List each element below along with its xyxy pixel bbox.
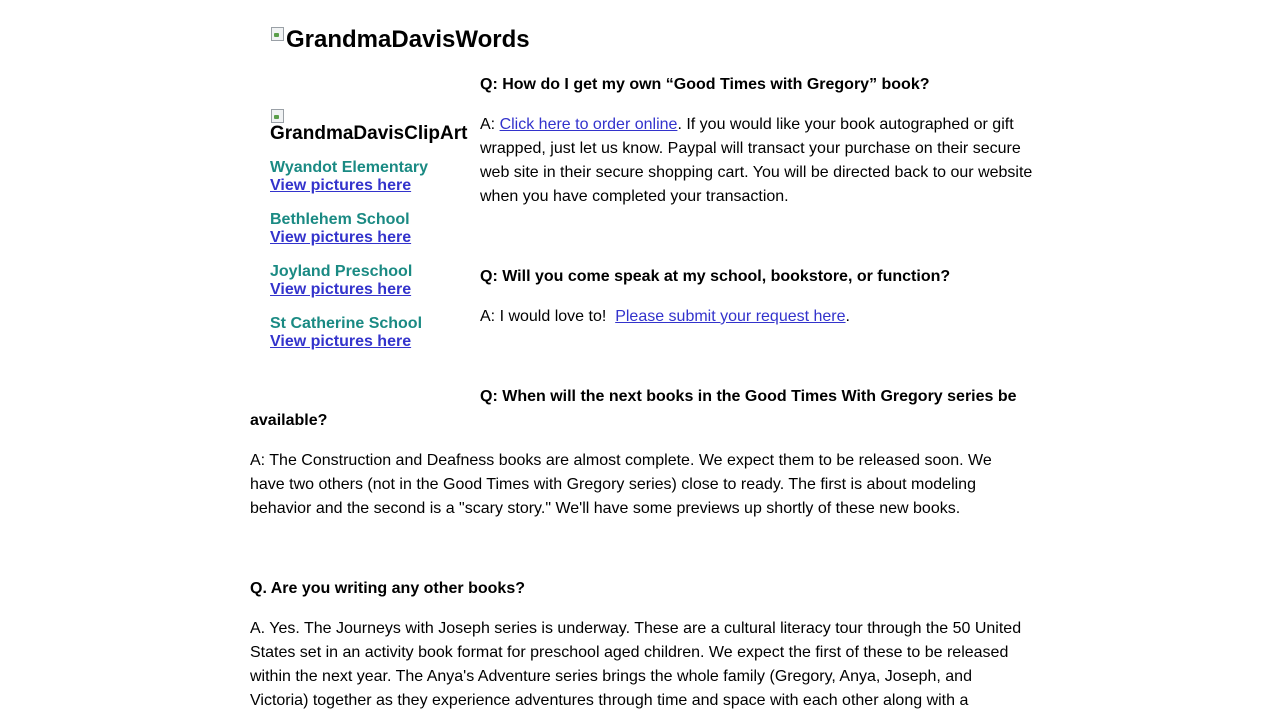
clipart-alt-text: GrandmaDavisClipArt [270,123,468,144]
faq-answer-next-books: A: The Construction and Deafness books are almost complete. We expect them to be released soon. We have two others (not in the Good Times with Gregory series) close to ready. The first is about modeling behavior and the second is a "scary story." We'll have some previews up shortly of these new books. [250,452,992,517]
school-item-st-catherine [270,315,470,351]
school-name: Wyandot Elementary [270,159,428,176]
school-name: Joyland Preschool [270,263,413,280]
answer-prefix: A: I would love to! [480,308,616,325]
view-pictures-link[interactable]: View pictures here [270,177,412,194]
school-item-wyandot [270,159,470,195]
view-pictures-link[interactable]: View pictures here [270,229,412,246]
school-name: Bethlehem School [270,211,410,228]
sidebar [270,108,470,367]
faq-question-next-books-line2: available? [250,412,328,429]
faq-answer-order-book [480,113,1040,209]
submit-request-link[interactable]: Please submit your request here [615,308,846,325]
faq-question-order-book: Q: How do I get my own “Good Times with Gregory” book? [480,76,930,93]
answer-suffix: . [845,308,850,325]
view-pictures-link[interactable]: View pictures here [270,333,412,350]
logo-alt-text: GrandmaDavisWords [286,26,530,53]
answer-prefix: A: [480,116,500,133]
order-online-link[interactable]: Click here to order online [499,116,678,133]
site-logo [270,26,530,54]
faq-answer-other-books: A. Yes. The Journeys with Joseph series is underway. These are a cultural literacy tour through the 50 United States set in an activity book format for preschool aged children. We expect the first of these to be released within the next year. The Anya's Adventure series brings the whole family (Gregory, Anya, Joseph, and Victoria) together as they experience adventures through time and space with each other along with a [250,620,1022,709]
school-item-joyland [270,263,470,299]
broken-image-icon [270,108,286,124]
faq-question-other-books: Q. Are you writing any other books? [250,580,525,597]
clipart-image [270,108,470,144]
broken-image-icon [270,26,286,42]
answer-text: . If you would like your book autographed or gift wrapped, just let us know. Paypal will transact your purchase on their secure web site in their secure shopping cart. You will be directed back to our website when you have completed your transaction. [480,116,1033,205]
faq-answer-speaking [480,305,1040,329]
school-list [270,159,470,351]
school-item-bethlehem [270,211,470,247]
faq-question-speaking: Q: Will you come speak at my school, bookstore, or function? [480,268,951,285]
school-name: St Catherine School [270,315,423,332]
view-pictures-link[interactable]: View pictures here [270,281,412,298]
faq-question-next-books-line1: Q: When will the next books in the Good Times With Gregory series be [480,388,1017,405]
